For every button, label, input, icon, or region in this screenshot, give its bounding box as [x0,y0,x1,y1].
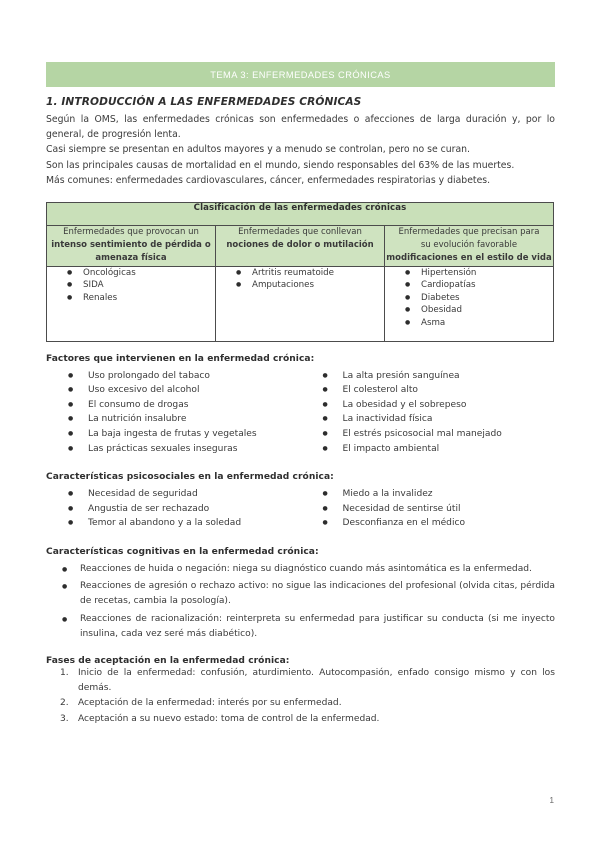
table-header-col-1-line-2: intenso sentimiento de pérdida o [51,240,211,251]
factores-right-column [301,369,556,457]
list-item: ● Oncológicas [83,267,215,280]
list-item: ● Las prácticas sexuales inseguras [88,442,301,457]
subheading-cognitivas: Características cognitivas en la enfermedad crónica: [46,546,319,557]
table-header-col-1 [47,226,216,267]
table-row-headers [47,226,554,267]
intro-paragraph-4: Más comunes: enfermedades cardiovasculares, cáncer, enfermedades respiratorias y diabetes. [46,174,491,186]
table-header-col-3-line-3: modificaciones en el estilo de vida [386,253,552,264]
psicosociales-right-list [301,487,556,531]
list-item: ● Miedo a la invalidez [343,487,556,502]
list-item: ● La inactividad física [343,412,556,427]
intro-paragraph-3: Son las principales causas de mortalidad en el mundo, siendo responsables del 63% de las muertes. [46,159,515,171]
factores-right-list [301,369,556,457]
list-item: ● La nutrición insalubre [88,412,301,427]
psicosociales-right-column [301,487,556,531]
subheading-psicosociales: Características psicosociales en la enfermedad crónica: [46,472,334,483]
factores-left-list [46,369,301,457]
list-item: ● El estrés psicosocial mal manejado [343,427,556,442]
list-item: ● El colesterol alto [343,383,556,398]
list-item: ● Necesidad de sentirse útil [343,502,556,517]
list-item: ● Obesidad [421,304,553,317]
subheading-fases: Fases de aceptación en la enfermedad crónica: [46,655,290,666]
list-item: ● Temor al abandono y a la soledad [88,516,301,531]
list-item: ● La alta presión sanguínea [343,369,556,384]
table-header-col-1-line-1: Enfermedades que provocan un [63,227,199,238]
document-content [46,96,555,727]
table-header-col-3 [385,226,554,267]
table-header-col-1-line-3: amenaza física [95,253,167,264]
list-item: ● Angustia de ser rechazado [88,502,301,517]
page-number: 1 [549,795,554,805]
intro-paragraph-2: Casi siempre se presentan en adultos mayores y a menudo se controlan, pero no se curan. [46,144,470,156]
table-list-col-1 [47,267,215,305]
list-item: Aceptación a su nuevo estado: toma de control de la enfermedad. [78,713,380,724]
intro-paragraph-1: Según la OMS, las enfermedades crónicas son enfermedades o afecciones de larga duración y, por lo general, de progresión lenta. [46,114,555,141]
classification-table-wrapper [46,202,555,342]
table-header-col-2-line-1: Enfermedades que conllevan [238,227,362,238]
list-item: ● La baja ingesta de frutas y vegetales [88,427,301,442]
table-list-col-3 [385,267,553,330]
list-item: ● Asma [421,317,553,330]
psicosociales-left-column [46,487,301,531]
list-item: ● Reacciones de agresión o rechazo activo: no sigue las indicaciones del profesional (olvida citas, pérdida de recetas, cambia la posología). [80,579,555,609]
table-header-col-2 [216,226,385,267]
list-item: ● Amputaciones [252,279,384,292]
table-header-col-2-line-2: nociones de dolor o mutilación [226,240,374,251]
factores-left-column [46,369,301,457]
cognitivas-list [46,562,555,642]
table-body-col-2 [216,266,385,341]
table-header-col-3-line-1: Enfermedades que precisan para [398,227,540,238]
document-title-banner [46,62,555,87]
list-item: ● Hipertensión [421,267,553,280]
table-row-title [47,203,554,226]
list-item: ● Cardiopatías [421,279,553,292]
table-body-col-1 [47,266,216,341]
fases-list [46,666,555,727]
list-item: ● Uso prolongado del tabaco [88,369,301,384]
list-item: ● SIDA [83,279,215,292]
list-item: Aceptación de la enfermedad: interés por su enfermedad. [78,698,342,709]
table-title-cell: Clasificación de las enfermedades crónicas [47,203,554,226]
psicosociales-left-list [46,487,301,531]
list-item: ● Artritis reumatoide [252,267,384,280]
table-list-col-2 [216,267,384,292]
list-item: Inicio de la enfermedad: confusión, aturdimiento. Autocompasión, enfado consigo mismo y con los demás. [78,667,555,694]
subheading-factores: Factores que intervienen en la enfermedad crónica: [46,353,315,364]
section-heading-introduccion: 1. INTRODUCCIÓN A LAS ENFERMEDADES CRÓNICAS [46,96,362,108]
list-item: ● Reacciones de huida o negación: niega su diagnóstico cuando más asintomática es la enfermedad. [80,562,555,577]
classification-table [46,202,554,342]
table-header-col-3-line-2: su evolución favorable [420,240,518,251]
list-item: ● El impacto ambiental [343,442,556,457]
list-item: ● Desconfianza en el médico [343,516,556,531]
list-item: ● Diabetes [421,292,553,305]
list-item: ● Reacciones de racionalización: reinterpreta su enfermedad para justificar su conducta (si me inyecto insulina, cada vez seré más diabético). [80,612,555,642]
table-row-body [47,266,554,341]
factores-columns [46,369,555,457]
list-item: ● Necesidad de seguridad [88,487,301,502]
list-item: ● Uso excesivo del alcohol [88,383,301,398]
document-title: TEMA 3: ENFERMEDADES CRÓNICAS [210,69,391,80]
list-item: ● El consumo de drogas [88,398,301,413]
list-item: ● Renales [83,292,215,305]
list-item: ● La obesidad y el sobrepeso [343,398,556,413]
psicosociales-columns [46,487,555,531]
table-body-col-3 [385,266,554,341]
